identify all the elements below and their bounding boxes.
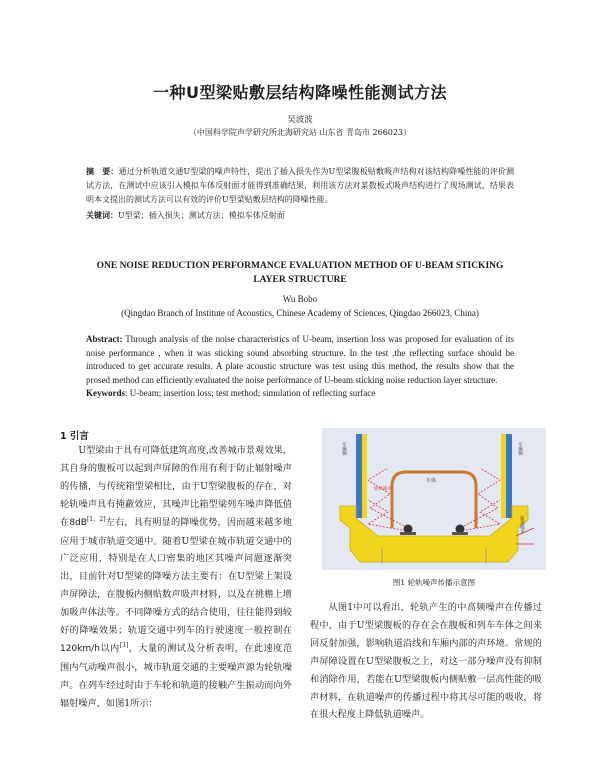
intro-speed-value: 120km/h: [60, 643, 100, 654]
author-name-cn: 吴波波: [287, 115, 313, 125]
intro-text-b: 左右，具有明显的降噪优势，因而越来越多地应用于城市轨道交通中。随着U型梁在城市轨道交通中的广泛应用，特别是在人口密集的地区其噪声问题逐渐突出，目前针对U型梁的降噪方法主要有：在U型梁上架设声屏障法，在腹板内侧贴数声吸声材料，以及在挑檐上增加吸声体法等。不同降噪方式的结合使用，往往能得到较好的降噪效果；轨道交通中列车的行驶速度一般控制在: [60, 516, 292, 637]
affiliation-cn: （中国科学院声学研究所北海研究站 山东省 青岛市 266023）: [188, 128, 412, 137]
intro-db-value: 8dB: [69, 517, 87, 528]
keywords-cn-label: 关键词：: [86, 211, 118, 220]
intro-text-c: 以内: [99, 642, 120, 654]
section-heading-intro: 1 引言: [60, 431, 89, 442]
right-web-outer: [506, 434, 512, 518]
right-web-layer: [501, 434, 506, 518]
left-rail: [400, 532, 416, 535]
left-web-layer: [362, 434, 367, 518]
label-car: 车体: [426, 478, 437, 484]
paper-title: 一种U型梁贴敷层结构降噪性能测试方法: [153, 83, 447, 102]
keywords-en: [86, 387, 514, 401]
abstract-cn-text: 通过分析轨道交通U型梁的噪声特性，提出了插入损失作为U型梁腹板贴敷吸声结构对该结构降噪性能的评价测试方法，在测试中应该引入模拟车体反射面才能得到准确结果，利用该方法对某数板式吸声结构进行了现场测试，结果表明本文提出的测试方法可以有效的评价U型梁贴敷层结构的降噪性能。: [86, 167, 515, 204]
intro-paragraph: [60, 442, 292, 713]
keywords-en-text: : U-beam; insertion loss; test method; simulation of reflecting surface: [125, 388, 376, 398]
noise-ray-right-1: [464, 468, 500, 526]
abstract-cn: [86, 165, 514, 207]
label-right: 车辆侧: [517, 442, 523, 456]
right-rail: [452, 532, 468, 535]
keywords-en-label: Keywords: [86, 388, 125, 398]
abstract-en-text: Through analysis of the noise characteristics of U-beam, insertion loss was proposed for evaluation of its noise performance , when it was sticking sound absorbing structure. In the test ,the reflecting surface should be introduced to get accurate results. A plate acoustic structure was test using this method, the results show that the prosed method can efficiently evaluated the noise performance of U-beam sticking noise reduction layer structure.: [86, 334, 514, 385]
noise-ray-right-2: [466, 500, 500, 530]
abstract-en: [86, 333, 514, 387]
citation-3: [3]: [119, 641, 129, 649]
keywords-cn: [86, 209, 514, 223]
label-left: 车辆侧: [341, 442, 347, 456]
figure-1-caption: 图1 轮轨噪声传播示意图: [392, 578, 476, 587]
abstract-cn-label: 摘 要：: [86, 167, 119, 176]
paper-title-en: ONE NOISE REDUCTION PERFORMANCE EVALUATION METHOD OF U-BEAM STICKING LAYER STRUCTURE: [96, 261, 504, 285]
intro-text-a: U型梁由于具有可降低建筑高度,改善城市景观效果，其自身的腹板可以起到声屏障的作用有利于防止辐射噪声的传播，与传统箱型梁相比，由于U型梁腹板的存在，对轮轨噪声具有掩蔽效应，其噪声比箱型梁列车噪声降低值在: [60, 445, 292, 528]
u-beam-diagram: [322, 428, 546, 570]
left-web-outer: [356, 434, 362, 518]
intro-text-d: ，大量的测试及分析表明，在此速度范围内气动噪声很小，城市轨道交通的主要噪声源为轮轨噪声。在列车经过时由于车轮和轨道的接触产生振动而向外辐射噪声，如图1所示：: [60, 642, 293, 709]
abstract-en-label: Abstract:: [86, 334, 123, 344]
affiliation-en: (Qingdao Branch of Institute of Acoustics, Chinese Academy of Sciences, Qingdao 266023, China): [121, 308, 479, 318]
intro-left-column: [60, 442, 292, 713]
citation-1-2: [1、2]: [86, 515, 106, 523]
label-side-noise: 轨道噪声: [519, 516, 525, 534]
figure-1: [322, 428, 546, 570]
noise-ray-left-1: [368, 468, 404, 526]
keywords-cn-text: U型梁；插入损失；测试方法；模拟车体反射面: [118, 211, 285, 220]
right-paragraph: 从图1中可以看出，轮轨产生的中高频噪声在传播过程中，由于U型梁腹板的存在会在腹板和列车车体之间来回反射加强，影响轨道沿线和车厢内部的声环境。常规的声屏障设置在U型梁腹板之上，对这一部分噪声没有抑制和消除作用，若能在U型梁腹板内侧贴敷一层高性能的吸声材料，在轨道噪声的传播过程中将其尽可能的吸收，将在很大程度上降低轨道噪声。: [310, 602, 542, 721]
author-name-en: Wu Bobo: [282, 294, 318, 304]
label-wheel-noise: 轮轨噪声: [374, 487, 392, 492]
intro-right-column: [310, 599, 542, 724]
u-beam-body: [340, 506, 528, 562]
noise-ray-left-2: [368, 500, 402, 530]
